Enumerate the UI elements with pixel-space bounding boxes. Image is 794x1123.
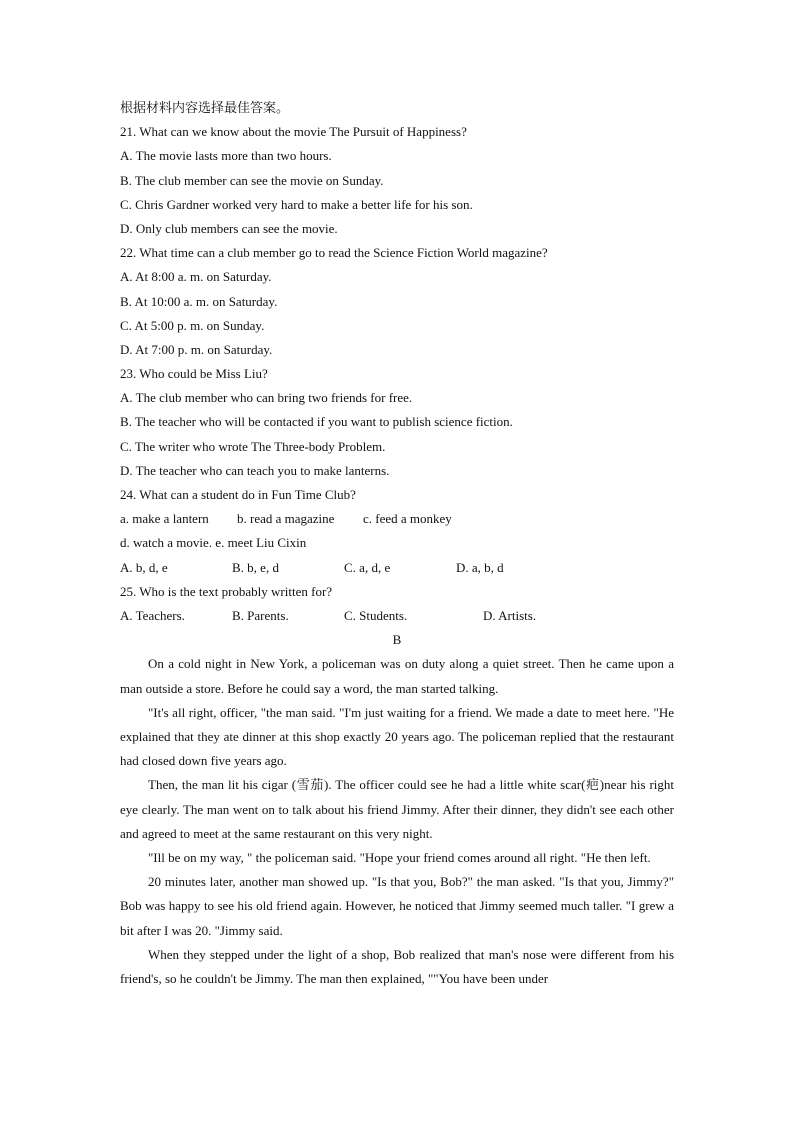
question-23-option-d: D. The teacher who can teach you to make lanterns. <box>120 462 390 478</box>
question-24-choice-b: b. read a magazine <box>237 511 335 527</box>
question-23-option-c: C. The writer who wrote The Three-body Problem. <box>120 438 386 454</box>
question-24-choice-a: a. make a lantern <box>120 511 209 527</box>
question-25-option-d: D. Artists. <box>483 607 537 623</box>
question-24-option-d: D. a, b, d <box>456 559 504 575</box>
question-24-option-b: B. b, e, d <box>232 559 279 575</box>
question-21-option-b: B. The club member can see the movie on Sunday. <box>120 172 384 188</box>
question-23-stem: 23. Who could be Miss Liu? <box>120 366 268 382</box>
question-22-stem: 22. What time can a club member go to read the Science Fiction World magazine? <box>120 245 548 261</box>
question-25-option-a: A. Teachers. <box>120 607 185 623</box>
question-25-stem: 25. Who is the text probably written for? <box>120 583 333 599</box>
question-22-option-c: C. At 5:00 p. m. on Sunday. <box>120 317 265 333</box>
passage-paragraph: "It's all right, officer, "the man said. "I'm just waiting for a friend. We made a date to meet here. "He explained that they ate dinner at this shop exactly 20 years ago. The policeman replied that the restaurant had closed down five years ago. <box>120 704 674 769</box>
question-21-option-c: C. Chris Gardner worked very hard to make a better life for his son. <box>120 196 473 212</box>
question-24-option-c: C. a, d, e <box>344 559 391 575</box>
question-24-stem: 24. What can a student do in Fun Time Club? <box>120 487 356 502</box>
question-25-option-b: B. Parents. <box>232 607 289 623</box>
question-24-choice-c: c. feed a monkey <box>363 511 452 527</box>
question-21-stem: 21. What can we know about the movie The Pursuit of Happiness? <box>120 124 467 140</box>
question-23-option-a: A. The club member who can bring two friends for free. <box>120 390 413 406</box>
question-23-option-b: B. The teacher who will be contacted if you want to publish science fiction. <box>120 414 513 430</box>
instruction: 根据材料内容选择最佳答案。 <box>120 100 290 115</box>
question-22-option-b: B. At 10:00 a. m. on Saturday. <box>120 293 278 309</box>
passage-paragraph: When they stepped under the light of a shop, Bob realized that man's nose were different from his friend's, so he couldn't be Jimmy. The man then explained, ""You have been under <box>120 946 674 986</box>
question-22-option-a: A. At 8:00 a. m. on Saturday. <box>120 269 272 285</box>
page-content <box>120 96 674 991</box>
question-25-option-c: C. Students. <box>344 607 408 623</box>
question-24-choices-row-2: d. watch a movie. e. meet Liu Cixin <box>120 535 307 551</box>
question-22-option-d: D. At 7:00 p. m. on Saturday. <box>120 341 273 357</box>
passage-paragraph: 20 minutes later, another man showed up. "Is that you, Bob?" the man asked. "Is that you, Jimmy?" Bob was happy to see his old friend again. However, he noticed that Jimmy seemed much taller. "I grew a bit after I was 20. "Jimmy said. <box>120 874 674 938</box>
passage-paragraph: Then, the man lit his cigar (雪茄). The officer could see he had a little white scar(疤)near his right eye clearly. The man went on to talk about his friend Jimmy. After their dinner, they didn't see each other and agreed to meet at the same restaurant on this very night. <box>120 777 674 841</box>
section-b-heading: B <box>392 632 402 648</box>
question-21-option-a: A. The movie lasts more than two hours. <box>120 148 332 164</box>
question-24-option-a: A. b, d, e <box>120 559 168 575</box>
passage-paragraph: On a cold night in New York, a policeman was on duty along a quiet street. Then he came upon a man outside a store. Before he could say a word, the man started talking. <box>120 656 674 696</box>
question-24-options <box>120 556 674 580</box>
question-25-options <box>120 604 674 628</box>
passage-paragraph: "Ill be on my way, " the policeman said. "Hope your friend comes around all right. "He then left. <box>148 849 651 865</box>
question-21-option-d: D. Only club members can see the movie. <box>120 220 338 236</box>
question-24-choices-row-1 <box>120 507 674 531</box>
